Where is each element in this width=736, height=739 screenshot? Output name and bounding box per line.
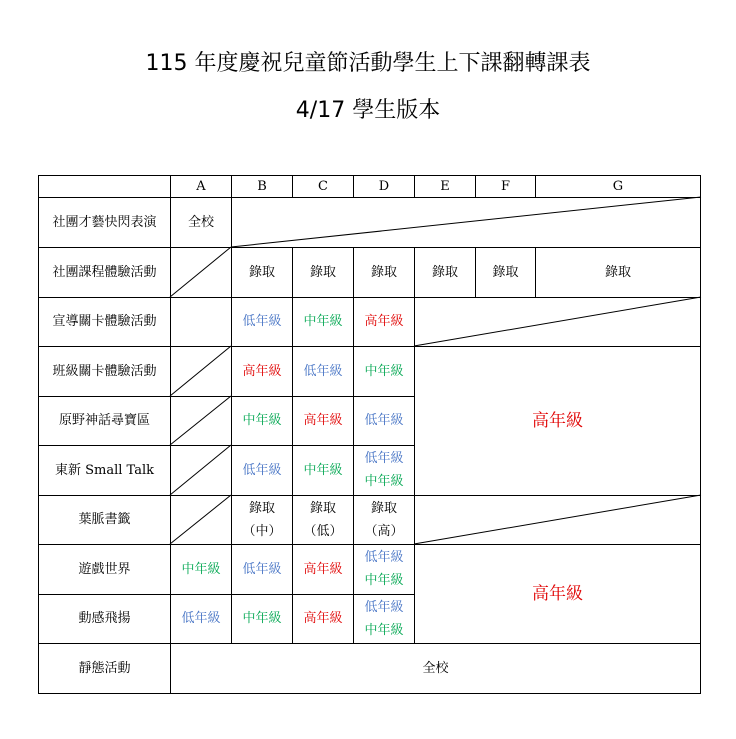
column-header-f: F bbox=[500, 178, 511, 194]
table-cell: （低） bbox=[303, 523, 343, 539]
table-cell: 高年級 bbox=[242, 363, 282, 379]
row-label: 原野神話尋寶區 bbox=[58, 413, 150, 428]
diagonal-slash bbox=[170, 346, 231, 396]
diagonal-slash bbox=[170, 247, 231, 297]
column-header-b: B bbox=[257, 178, 267, 194]
table-cell: 低年級 bbox=[181, 611, 221, 626]
diagonal-slash bbox=[231, 197, 701, 247]
diagonal-slash bbox=[414, 297, 701, 346]
table-cell: 中年級 bbox=[303, 314, 343, 329]
diagonal-slash bbox=[170, 396, 231, 445]
column-header-c: C bbox=[318, 178, 328, 194]
table-cell: （高） bbox=[364, 523, 404, 539]
table-cell: 中年級 bbox=[364, 622, 404, 638]
table-cell: 錄取 bbox=[309, 500, 336, 516]
row-label: 宣導關卡體驗活動 bbox=[52, 314, 157, 329]
table-cell: 中年級 bbox=[242, 611, 282, 626]
table-cell: 中年級 bbox=[181, 561, 221, 577]
table-cell: 全校 bbox=[422, 660, 449, 676]
table-cell: 錄取 bbox=[248, 264, 275, 280]
page-subtitle: 4/17 學生版本 bbox=[295, 98, 441, 123]
merged-cell: 高年級 bbox=[532, 411, 583, 431]
table-cell: 錄取 bbox=[309, 264, 336, 280]
table-cell: 錄取 bbox=[431, 264, 458, 280]
row-label: 葉脈書籤 bbox=[78, 512, 131, 527]
column-header-a: A bbox=[196, 178, 206, 194]
table-cell: 中年級 bbox=[364, 572, 404, 588]
diagonal-slash bbox=[414, 495, 701, 544]
diagonal-slash bbox=[170, 445, 231, 495]
table-cell: 錄取 bbox=[370, 264, 397, 280]
table-cell: 低年級 bbox=[242, 314, 282, 329]
table-cell: 錄取 bbox=[604, 264, 631, 280]
table-cell: 錄取 bbox=[370, 500, 397, 516]
table-cell: 高年級 bbox=[303, 561, 343, 577]
row-label: 遊戲世界 bbox=[78, 561, 131, 577]
row-label: 社團課程體驗活動 bbox=[52, 264, 157, 280]
row-label: 東新 Small Talk bbox=[54, 462, 154, 478]
column-header-g: G bbox=[612, 178, 624, 194]
table-cell: 低年級 bbox=[364, 413, 404, 428]
row-label: 班級關卡體驗活動 bbox=[52, 363, 157, 379]
column-header-d: D bbox=[378, 178, 390, 194]
row-label: 社團才藝快閃表演 bbox=[52, 214, 157, 230]
table-cell: 低年級 bbox=[303, 363, 343, 379]
table-cell: 低年級 bbox=[242, 561, 282, 577]
table-cell: 全校 bbox=[187, 214, 214, 230]
table-cell: 中年級 bbox=[364, 363, 404, 379]
table-cell: 中年級 bbox=[364, 473, 404, 489]
merged-cell: 高年級 bbox=[532, 584, 583, 604]
table-cell: 中年級 bbox=[303, 462, 343, 478]
table-cell: 高年級 bbox=[364, 314, 404, 329]
row-label: 動感飛揚 bbox=[78, 611, 131, 626]
row-label: 靜態活動 bbox=[78, 660, 131, 676]
table-cell: 低年級 bbox=[242, 462, 282, 478]
column-header-e: E bbox=[440, 178, 450, 194]
table-cell: 高年級 bbox=[303, 413, 343, 428]
table-cell: 低年級 bbox=[364, 450, 404, 466]
table-cell: 中年級 bbox=[242, 413, 282, 428]
table-cell: 低年級 bbox=[364, 549, 404, 565]
table-cell: 錄取 bbox=[248, 500, 275, 516]
table-cell: 錄取 bbox=[492, 264, 519, 280]
table-cell: 高年級 bbox=[303, 611, 343, 626]
table-cell: （中） bbox=[242, 523, 282, 539]
page-title: 115 年度慶祝兒童節活動學生上下課翻轉課表 bbox=[145, 51, 591, 76]
diagonal-slash bbox=[170, 495, 231, 544]
table-cell: 低年級 bbox=[364, 599, 404, 615]
